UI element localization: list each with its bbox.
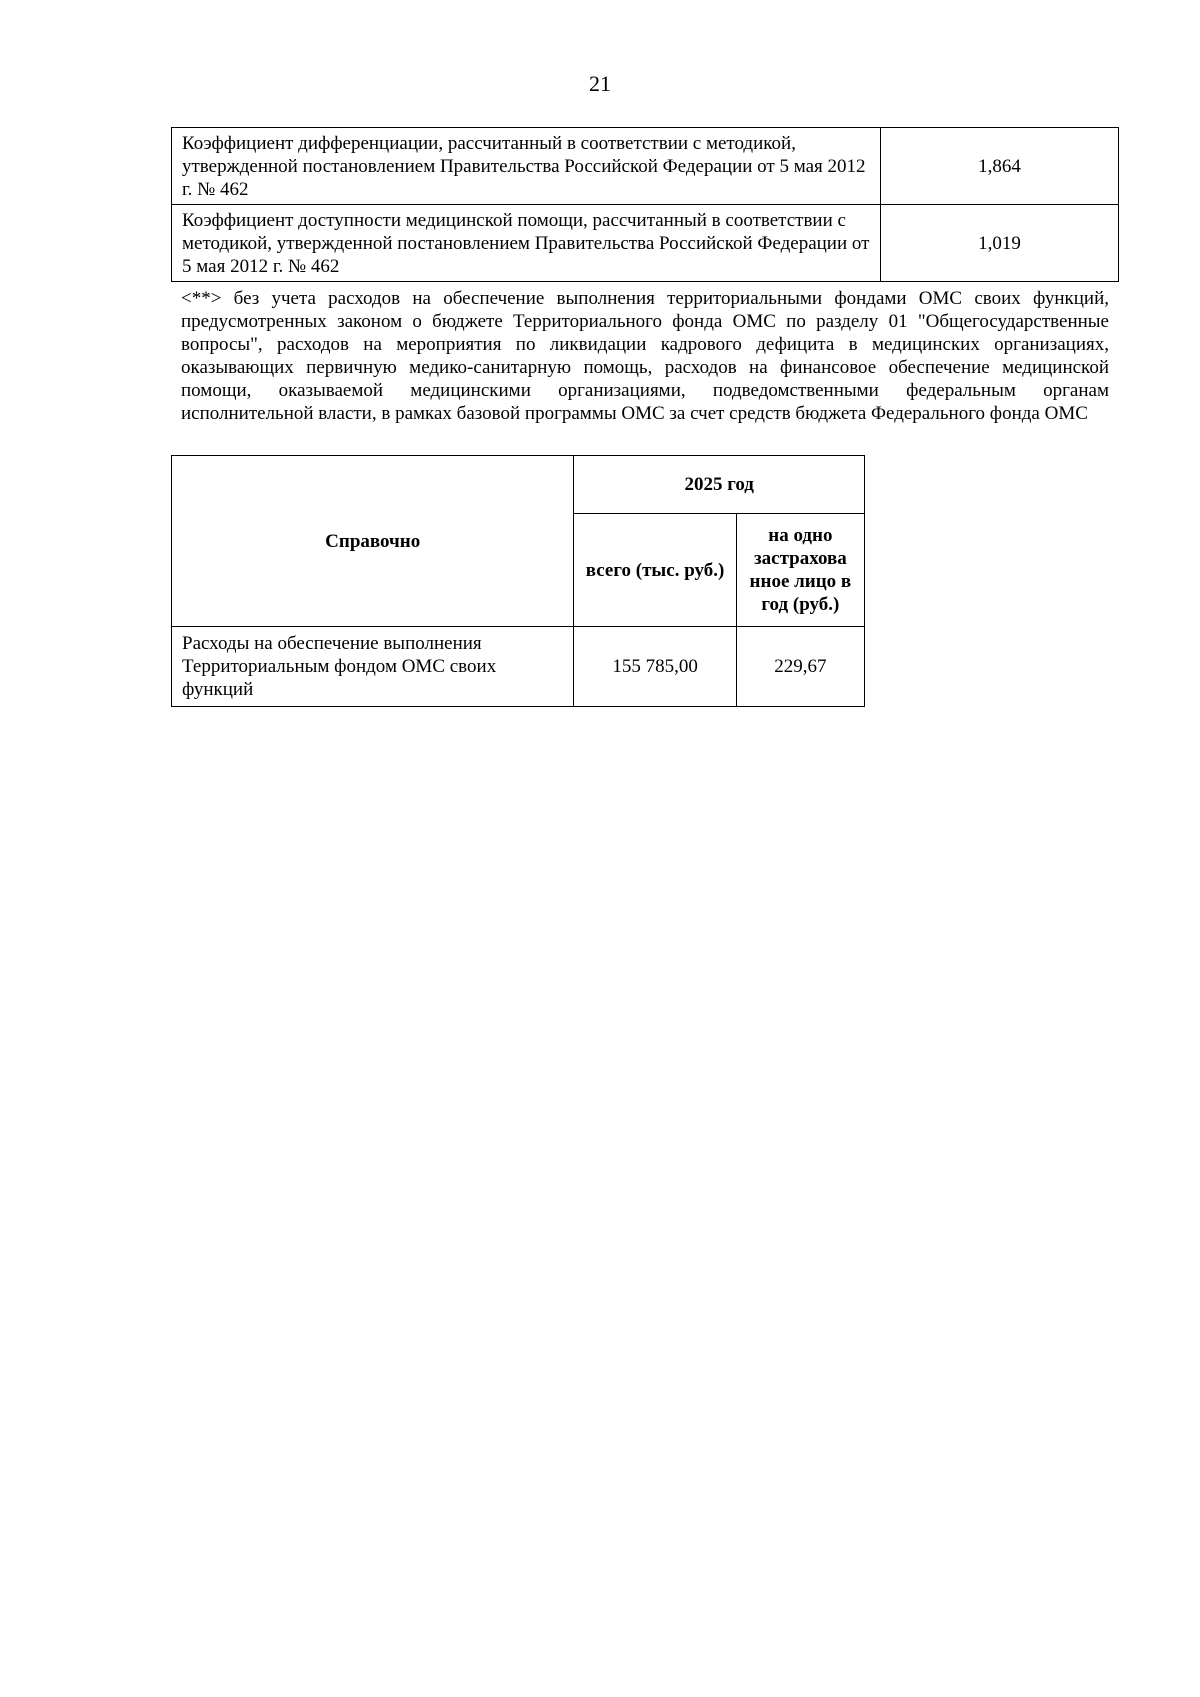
coefficient-label: Коэффициент доступности медицинской помощи, рассчитанный в соответствии с методикой, утвержденной постановлением Правительства Российской Федерации от 5 мая 2012 г. № 462 (172, 205, 881, 282)
expense-row-label: Расходы на обеспечение выполнения Территориальным фондом ОМС своих функций (172, 627, 574, 707)
coefficient-value: 1,864 (881, 128, 1119, 205)
footnote: <**> без учета расходов на обеспечение выполнения территориальными фондами ОМС своих функций, предусмотренных законом о бюджете Территориального фонда ОМС по разделу 01 "Общегосударственные вопросы", расходов на мероприятия по ликвидации кадрового дефицита в медицинских организациях, оказывающих первичную медико-санитарную помощь, расходов на финансовое обеспечение медицинской помощи, оказываемой медицинскими организациями, подведомственными федеральным органам исполнительной власти, в рамках базовой программы ОМС за счет средств бюджета Федерального фонда ОМС (181, 288, 1109, 424)
total-column-header: всего (тыс. руб.) (574, 514, 736, 627)
table-row (172, 627, 865, 707)
table-row (172, 128, 1119, 205)
page-number: 21 (589, 71, 611, 96)
reference-table (171, 455, 865, 707)
coefficient-label: Коэффициент дифференциации, рассчитанный в соответствии с методикой, утвержденной постановлением Правительства Российской Федерации от 5 мая 2012 г. № 462 (172, 128, 881, 205)
expense-total-value: 155 785,00 (574, 627, 736, 707)
coefficients-table (171, 127, 1119, 282)
expense-per-person-value: 229,67 (736, 627, 864, 707)
table-row (172, 205, 1119, 282)
year-header: 2025 год (574, 456, 865, 514)
reference-header-label: Справочно (172, 456, 574, 627)
per-person-column-header: на одно застрахова нное лицо в год (руб.) (736, 514, 864, 627)
table-header-row (172, 456, 865, 514)
coefficient-value: 1,019 (881, 205, 1119, 282)
